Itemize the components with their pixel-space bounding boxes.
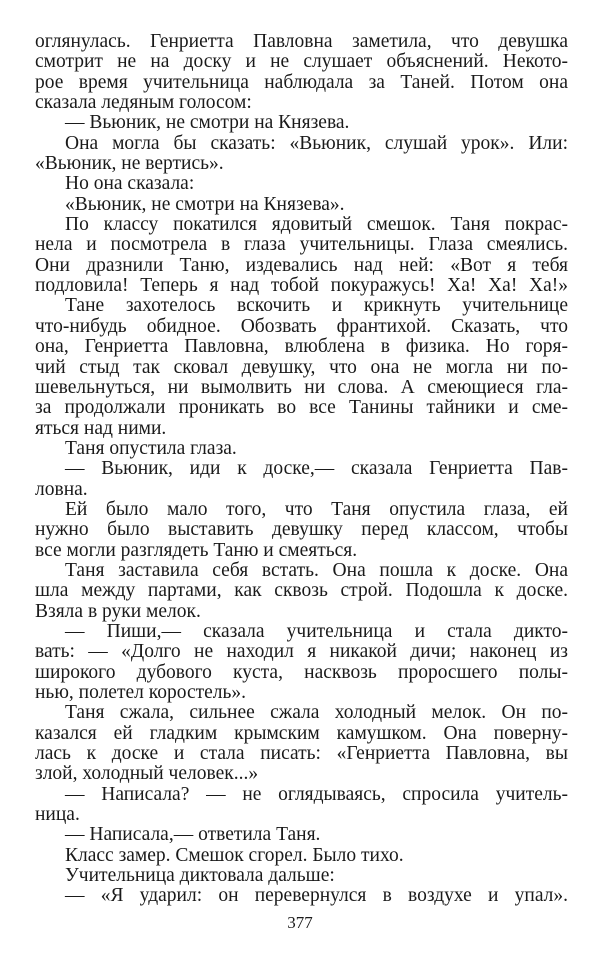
text-line: смотрит не на доску и не слушает объяснений. Некото- bbox=[35, 51, 568, 73]
text-line: широкого дубового куста, насквозь проросшего полы- bbox=[35, 661, 568, 683]
paragraph bbox=[35, 195, 568, 215]
text-line: Но она сказала: bbox=[65, 173, 195, 195]
text-line: — Вьюник, не смотри на Князева. bbox=[65, 112, 350, 134]
paragraph bbox=[35, 134, 568, 175]
paragraph bbox=[35, 113, 568, 133]
text-line: яться над ними. bbox=[35, 417, 167, 439]
text-line: Таня заставила себя встать. Она пошла к доске. Она bbox=[65, 559, 568, 581]
text-line: Учительница диктовала дальше: bbox=[65, 865, 335, 887]
paragraph bbox=[35, 459, 568, 500]
text-line: за продолжали проникать во все Танины тайники и сме- bbox=[35, 397, 568, 419]
text-line: — Пиши,— сказала учительница и стала дикто- bbox=[65, 620, 568, 642]
text-line: чий стыд так сковал девушку, что она не могла ни по- bbox=[35, 356, 568, 378]
text-line: Взяла в руки мелок. bbox=[35, 600, 201, 622]
text-line: рое время учительница наблюдала за Таней. Потом она bbox=[35, 71, 568, 93]
paragraph bbox=[35, 561, 568, 622]
text-line: что-нибудь обидное. Обозвать франтихой. Сказать, что bbox=[35, 315, 568, 337]
paragraph bbox=[35, 622, 568, 703]
text-line: Ей было мало того, что Таня опустила глаза, ей bbox=[65, 498, 568, 520]
text-line: Таня сжала, сильнее сжала холодный мелок. Он по- bbox=[65, 702, 568, 724]
paragraph bbox=[35, 174, 568, 194]
text-line: подловила! Теперь я над тобой покуражусь! Ха! Ха! Ха!» bbox=[35, 275, 568, 297]
text-line: злой, холодный человек...» bbox=[35, 763, 259, 785]
text-line: лась к доске и стала писать: «Генриетта Павловна, вы bbox=[35, 743, 568, 765]
text-line: нью, полетел коростель». bbox=[35, 682, 247, 703]
paragraph bbox=[35, 296, 568, 438]
paragraph bbox=[35, 32, 568, 113]
text-line: сказала ледяным голосом: bbox=[35, 92, 252, 114]
book-page-text bbox=[35, 32, 568, 907]
text-line: — Вьюник, иди к доске,— сказала Генриетта Пав- bbox=[65, 458, 568, 480]
text-line: Они дразнили Таню, издевались над ней: «Вот я тебя bbox=[35, 254, 568, 276]
paragraph bbox=[35, 866, 568, 886]
paragraph bbox=[35, 215, 568, 296]
text-line: По классу покатился ядовитый смешок. Таня покрас- bbox=[65, 214, 568, 236]
text-line: нела и посмотрела в глаза учительницы. Глаза смеялись. bbox=[35, 234, 568, 256]
text-line: — Написала,— ответила Таня. bbox=[65, 824, 321, 846]
text-line: Тане захотелось вскочить и крикнуть учительнице bbox=[65, 295, 568, 317]
text-line: ловна. bbox=[35, 478, 88, 500]
paragraph bbox=[35, 846, 568, 866]
text-line: — Написала? — не оглядываясь, спросила учитель- bbox=[65, 783, 568, 805]
text-line: казался ей гладким крымским камушком. Она поверну- bbox=[35, 722, 568, 744]
text-line: — «Я ударил: он перевернулся в воздухе и упал». bbox=[65, 885, 568, 907]
paragraph bbox=[35, 500, 568, 561]
text-line: «Вьюник, не вертись». bbox=[35, 153, 224, 175]
text-line: все могли разглядеть Таню и смеяться. bbox=[35, 539, 358, 561]
text-line: Таня опустила глаза. bbox=[65, 437, 237, 459]
paragraph bbox=[35, 785, 568, 826]
text-line: шла между партами, как сквозь строй. Подошла к доске. bbox=[35, 580, 568, 602]
page-number: 377 bbox=[287, 913, 313, 932]
text-line: вать: — «Долго не находил я никакой дичи; наконец из bbox=[35, 641, 568, 663]
text-line: она, Генриетта Павловна, влюблена в физика. Но горя- bbox=[35, 336, 568, 358]
text-line: Она могла бы сказать: «Вьюник, слушай урок». Или: bbox=[65, 132, 568, 154]
text-line: «Вьюник, не смотри на Князева». bbox=[65, 193, 345, 215]
paragraph bbox=[35, 825, 568, 845]
paragraph bbox=[35, 703, 568, 784]
text-line: Класс замер. Смешок сгорел. Было тихо. bbox=[65, 844, 404, 866]
paragraph bbox=[35, 886, 568, 906]
text-line: шевельнуться, ни вымолвить ни слова. А смеющиеся гла- bbox=[35, 376, 568, 398]
text-line: нужно было выставить девушку перед классом, чтобы bbox=[35, 519, 568, 541]
text-line: ница. bbox=[35, 804, 80, 826]
text-line: оглянулась. Генриетта Павловна заметила, что девушка bbox=[35, 31, 568, 52]
paragraph bbox=[35, 439, 568, 459]
